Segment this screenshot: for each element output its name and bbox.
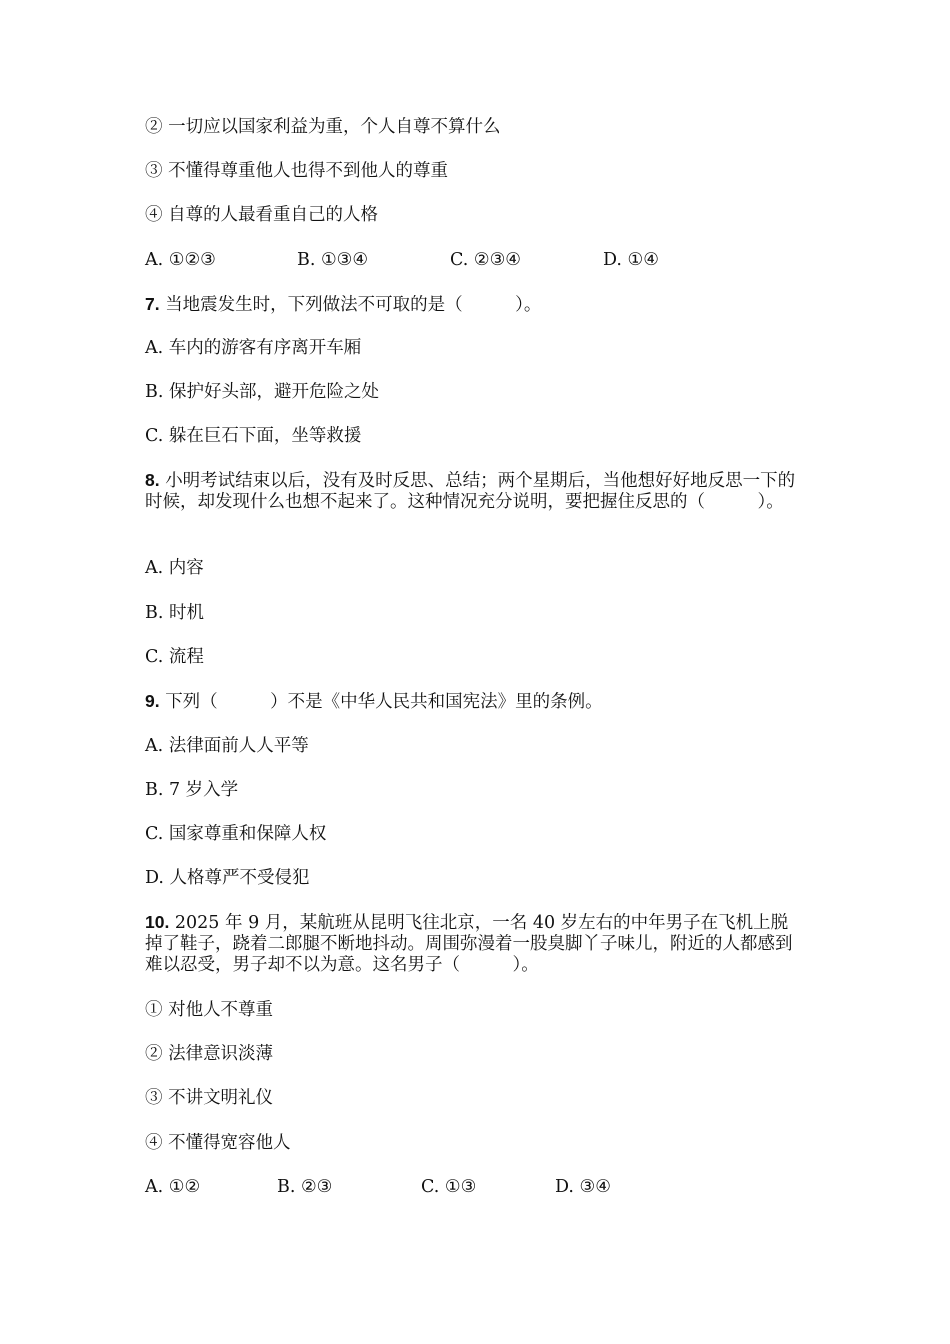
q9-option-a[interactable]: A. 法律面前人人平等	[145, 736, 309, 756]
q10-number: 10.	[145, 912, 170, 932]
q7-option-c[interactable]: C. 躲在巨石下面，坐等救援	[145, 426, 362, 446]
q8-stem-text: 小明考试结束以后，没有及时反思、总结；两个星期后，当他想好好地反思一下的时候，却发现什么也想不起来了。这种情况充分说明，要把握住反思的（ ）。	[145, 471, 796, 512]
q9-stem	[145, 690, 805, 713]
q6-choice-a[interactable]: A. ①②③	[145, 250, 216, 270]
q10-item-2: ② 法律意识淡薄	[145, 1044, 274, 1064]
q8-option-a[interactable]: A. 内容	[145, 558, 204, 578]
q10-stem	[145, 912, 805, 976]
q6-item-2: ② 一切应以国家利益为重，个人自尊不算什么	[145, 117, 501, 137]
q6-choice-d[interactable]: D. ①④	[603, 250, 659, 270]
q8-number: 8.	[145, 470, 160, 490]
q6-item-4: ④ 自尊的人最看重自己的人格	[145, 205, 379, 225]
q10-choice-b[interactable]: B. ②③	[277, 1177, 333, 1197]
q8-stem	[145, 470, 805, 513]
q10-item-1: ① 对他人不尊重	[145, 1000, 274, 1020]
q9-option-b[interactable]: B. 7 岁入学	[145, 780, 239, 800]
q7-number: 7.	[145, 294, 160, 314]
q9-number: 9.	[145, 691, 160, 711]
q10-item-3: ③ 不讲文明礼仪	[145, 1088, 274, 1108]
q10-choice-c[interactable]: C. ①③	[421, 1177, 477, 1197]
q10-choice-d[interactable]: D. ③④	[555, 1177, 611, 1197]
q10-item-4: ④ 不懂得宽容他人	[145, 1133, 291, 1153]
q9-option-c[interactable]: C. 国家尊重和保障人权	[145, 824, 327, 844]
q8-option-c[interactable]: C. 流程	[145, 647, 204, 667]
q9-stem-text: 下列（ ）不是《中华人民共和国宪法》里的条例。	[165, 692, 603, 712]
q7-option-b[interactable]: B. 保护好头部，避开危险之处	[145, 382, 379, 402]
q10-stem-text: 2025 年 9 月，某航班从昆明飞往北京，一名 40 岁左右的中年男子在飞机上脱掉了鞋子，跷着二郎腿不断地抖动。周围弥漫着一股臭脚丫子味儿，附近的人都感到难以忍受，男子却不以为意。这名男子（ ）。	[145, 913, 793, 975]
q8-option-b[interactable]: B. 时机	[145, 603, 204, 623]
q6-choice-c[interactable]: C. ②③④	[450, 250, 521, 270]
q7-option-a[interactable]: A. 车内的游客有序离开车厢	[145, 338, 362, 358]
q6-item-3: ③ 不懂得尊重他人也得不到他人的尊重	[145, 161, 449, 181]
q9-option-d[interactable]: D. 人格尊严不受侵犯	[145, 868, 310, 888]
q6-choice-b[interactable]: B. ①③④	[297, 250, 369, 270]
q7-stem-text: 当地震发生时，下列做法不可取的是（ ）。	[165, 295, 542, 315]
q10-choice-a[interactable]: A. ①②	[145, 1177, 201, 1197]
q7-stem	[145, 293, 805, 316]
